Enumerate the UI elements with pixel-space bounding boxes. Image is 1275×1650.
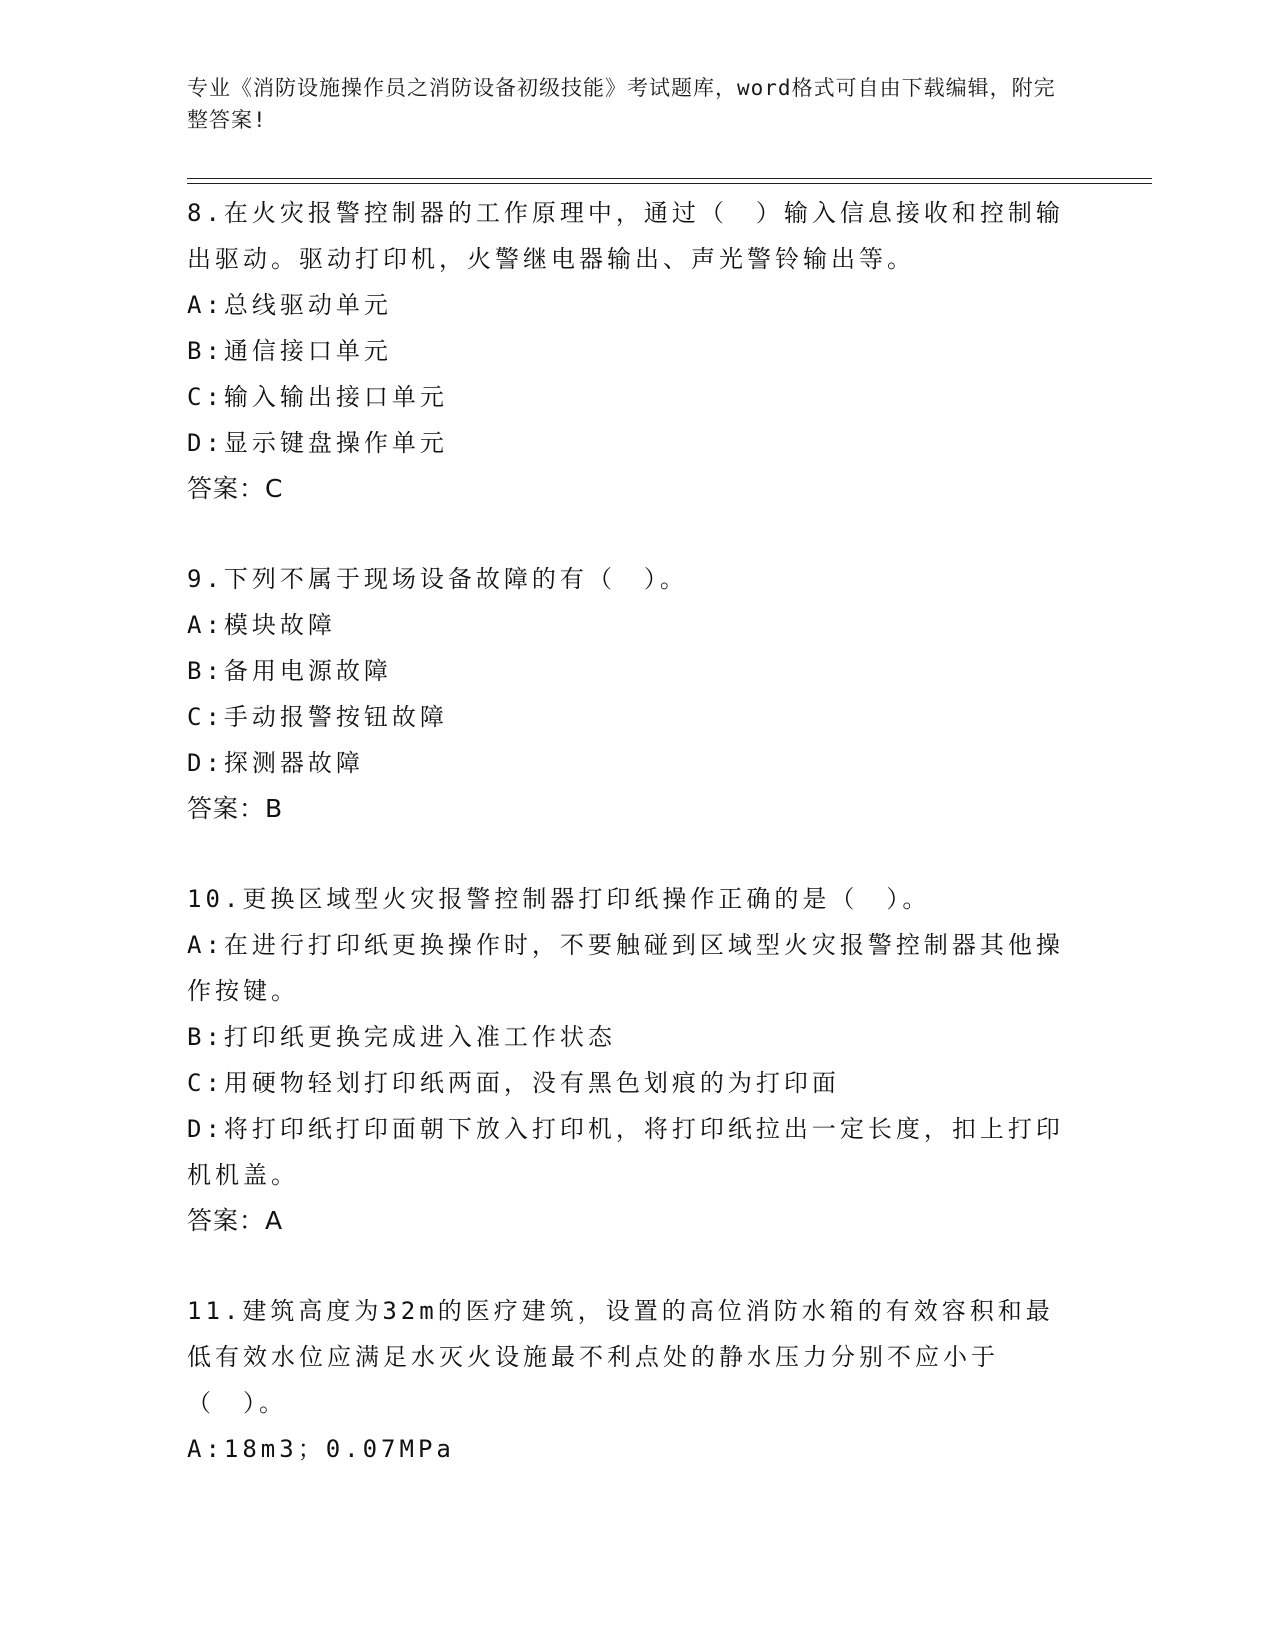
document-header: 专业《消防设施操作员之消防设备初级技能》考试题库，word格式可自由下载编辑，附完整答案! xyxy=(187,76,1056,132)
option-d: D:显示键盘操作单元 xyxy=(187,429,448,457)
spacer xyxy=(187,1244,1077,1288)
option-c: C:手动报警按钮故障 xyxy=(187,703,448,731)
spacer xyxy=(187,832,1077,876)
option-a: A:模块故障 xyxy=(187,611,336,639)
answer: 答案：B xyxy=(187,794,284,823)
question-10 xyxy=(187,876,1077,1244)
question-stem: 11.建筑高度为32m的医疗建筑，设置的高位消防水箱的有效容积和最低有效水位应满足水灭火设施最不利点处的静水压力分别不应小于（ ）。 xyxy=(187,1297,1054,1417)
option-c: C:输入输出接口单元 xyxy=(187,383,448,411)
option-a: A:18m3；0.07MPa xyxy=(187,1435,455,1463)
question-stem: 10.更换区域型火灾报警控制器打印纸操作正确的是（ ）。 xyxy=(187,885,931,913)
option-b: B:通信接口单元 xyxy=(187,337,392,365)
question-stem: 9.下列不属于现场设备故障的有（ ）。 xyxy=(187,565,688,593)
answer: 答案：C xyxy=(187,474,284,503)
question-stem: 8.在火灾报警控制器的工作原理中，通过（ ）输入信息接收和控制输出驱动。驱动打印机，火警继电器输出、声光警铃输出等。 xyxy=(187,199,1064,273)
question-9 xyxy=(187,556,1077,832)
header-divider-bottom xyxy=(187,183,1152,184)
option-a: A:在进行打印纸更换操作时，不要触碰到区域型火灾报警控制器其他操作按键。 xyxy=(187,931,1064,1005)
spacer xyxy=(187,512,1077,556)
header-divider-top xyxy=(187,178,1152,179)
question-11 xyxy=(187,1288,1077,1472)
option-d: D:将打印纸打印面朝下放入打印机，将打印纸拉出一定长度，扣上打印机机盖。 xyxy=(187,1115,1064,1189)
question-list xyxy=(187,190,1077,1472)
option-a: A:总线驱动单元 xyxy=(187,291,392,319)
option-d: D:探测器故障 xyxy=(187,749,364,777)
option-b: B:打印纸更换完成进入准工作状态 xyxy=(187,1023,616,1051)
option-c: C:用硬物轻划打印纸两面，没有黑色划痕的为打印面 xyxy=(187,1069,840,1097)
answer: 答案：A xyxy=(187,1206,284,1235)
option-b: B:备用电源故障 xyxy=(187,657,392,685)
question-8 xyxy=(187,190,1077,512)
